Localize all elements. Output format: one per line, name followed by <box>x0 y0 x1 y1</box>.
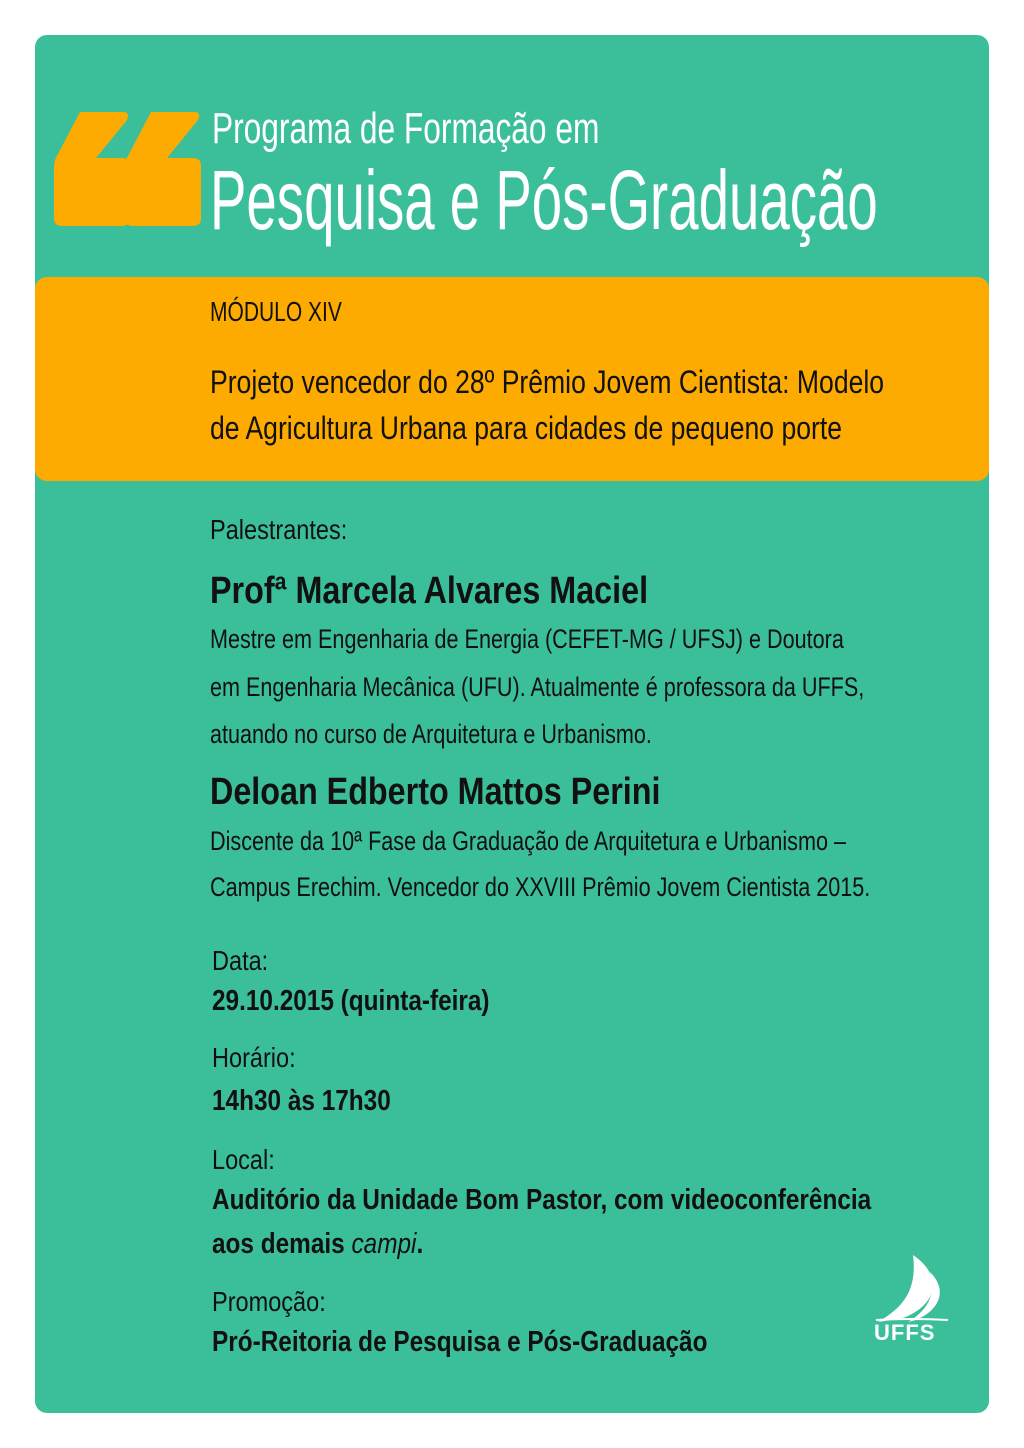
speaker-name: Profª Marcela Alvares Maciel <box>210 570 649 612</box>
place-campi: campi <box>351 1228 417 1260</box>
uffs-logo-text: UFFS <box>874 1320 936 1345</box>
promo-value: Pró-Reitoria de Pesquisa e Pós-Graduação <box>212 1326 708 1358</box>
speaker-bio-line: Campus Erechim. Vencedor do XXVIII Prêmio Jovem Cientista 2015. <box>210 872 871 902</box>
speaker-bio-line: atuando no curso de Arquitetura e Urbanismo. <box>210 719 652 749</box>
header-subtitle: Programa de Formação em <box>212 104 600 153</box>
speaker-bio-line: Mestre em Engenharia de Energia (CEFET-MG / UFSJ) e Doutora <box>210 624 844 654</box>
module-title-line: Projeto vencedor do 28º Prêmio Jovem Cientista: Modelo <box>210 364 885 400</box>
header-title: Pesquisa e Pós-Graduação <box>210 153 878 247</box>
speakers-label: Palestrantes: <box>210 514 348 545</box>
place-label: Local: <box>212 1144 275 1175</box>
uffs-logo <box>868 1250 953 1355</box>
place-value-line: Auditório da Unidade Bom Pastor, com videoconferência <box>212 1184 872 1216</box>
module-title-line: de Agricultura Urbana para cidades de pequeno porte <box>210 410 842 446</box>
module-label: MÓDULO XIV <box>210 296 342 327</box>
speaker-name: Deloan Edberto Mattos Perini <box>210 771 661 813</box>
date-label: Data: <box>212 945 269 976</box>
uffs-flame-icon <box>868 1250 953 1325</box>
promo-label: Promoção: <box>212 1286 326 1317</box>
speaker-bio-line: em Engenharia Mecânica (UFU). Atualmente é professora da UFFS, <box>210 672 865 702</box>
speaker-bio-line: Discente da 10ª Fase da Graduação de Arquitetura e Urbanismo – <box>210 826 846 856</box>
quote-mark-icon <box>52 108 202 228</box>
place-value-line <box>212 1228 423 1261</box>
place-text: aos demais <box>212 1228 352 1260</box>
time-value: 14h30 às 17h30 <box>212 1085 391 1117</box>
time-label: Horário: <box>212 1042 296 1073</box>
date-value: 29.10.2015 (quinta-feira) <box>212 985 490 1017</box>
place-period: . <box>416 1228 424 1260</box>
